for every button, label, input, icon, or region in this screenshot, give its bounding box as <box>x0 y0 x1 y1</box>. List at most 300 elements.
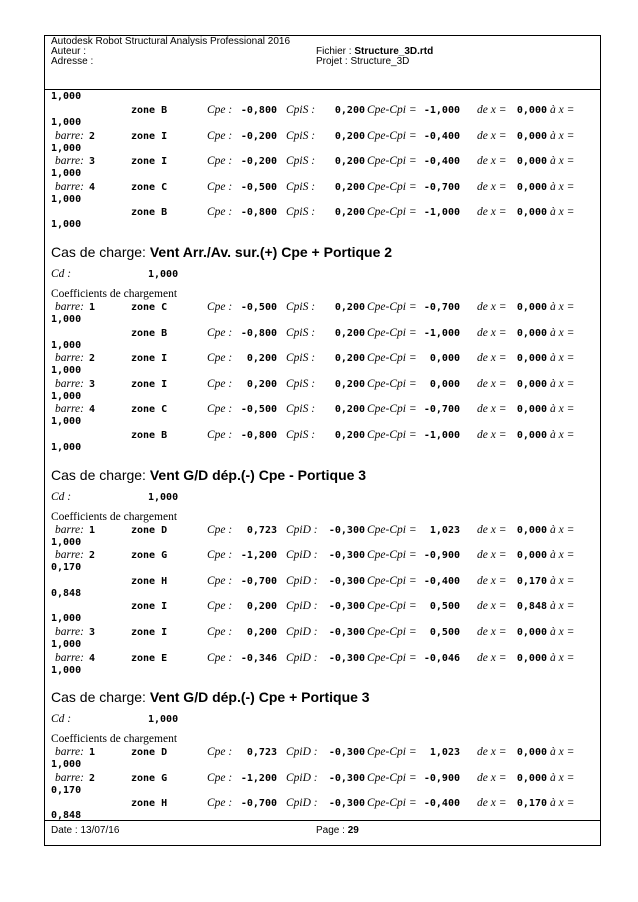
table-row <box>45 181 600 207</box>
cpe-cpi-label: Cpe-Cpi = <box>367 625 417 638</box>
barre-label: barre: <box>55 771 84 784</box>
cpe-value: -0,346 <box>240 652 277 664</box>
report-content <box>45 90 600 820</box>
cpi-label: CpiS : <box>286 206 316 219</box>
diff-value: -0,700 <box>423 181 460 193</box>
a-x-label: à x = <box>550 549 575 562</box>
cpe-cpi-label: Cpe-Cpi = <box>367 206 417 219</box>
de-x-label: de x = <box>477 300 507 313</box>
coefficients-heading: Coefficients de chargement <box>51 287 178 300</box>
zone-label: zone B <box>131 105 168 116</box>
diff-value: -0,400 <box>423 130 460 142</box>
diff-value: -1,000 <box>423 429 460 441</box>
de-x-value: 0,000 <box>516 181 547 193</box>
a-x-label: à x = <box>550 326 575 339</box>
cpi-label: CpiD : <box>286 746 318 759</box>
de-x-value: 0,000 <box>516 156 547 168</box>
footer-page <box>316 825 359 836</box>
de-x-value: 0,170 <box>516 798 547 810</box>
de-x-label: de x = <box>477 797 507 810</box>
cpe-label: Cpe : <box>207 523 233 536</box>
table-row <box>45 549 600 575</box>
a-x-label: à x = <box>550 129 575 142</box>
cpi-value: 0,200 <box>334 353 365 365</box>
table-row <box>45 403 600 429</box>
zone-label: zone I <box>131 130 168 142</box>
table-row <box>45 652 600 678</box>
cpe-cpi-label: Cpe-Cpi = <box>367 746 417 759</box>
cd-value: 1,000 <box>148 268 179 280</box>
diff-value: 0,000 <box>429 353 460 365</box>
cpi-label: CpiD : <box>286 625 318 638</box>
cd-row <box>45 710 600 732</box>
barre-label: barre: <box>55 746 84 759</box>
table-row <box>45 575 600 601</box>
diff-value: -1,000 <box>423 327 460 339</box>
diff-value: 1,023 <box>429 524 460 536</box>
cpe-value: 0,200 <box>246 378 277 390</box>
cpi-label: CpiS : <box>286 377 316 390</box>
table-row <box>45 104 600 130</box>
load-case-name: Vent G/D dép.(-) Cpe + Portique 3 <box>149 689 370 706</box>
cpi-value: 0,200 <box>334 207 365 219</box>
cpi-value: 0,200 <box>334 156 365 168</box>
barre-number: 3 <box>89 378 96 390</box>
cpi-value: -0,300 <box>328 652 365 664</box>
de-x-value: 0,848 <box>516 601 547 613</box>
cpe-cpi-label: Cpe-Cpi = <box>367 155 417 168</box>
diff-value: 0,000 <box>429 378 460 390</box>
de-x-label: de x = <box>477 651 507 664</box>
zone-label: zone H <box>131 575 168 587</box>
cpi-label: CpiS : <box>286 129 316 142</box>
cpe-value: -0,800 <box>240 327 277 339</box>
cpe-value: -1,200 <box>240 550 277 562</box>
table-row <box>45 746 600 772</box>
cpi-label: CpiD : <box>286 574 318 587</box>
barre-number: 4 <box>89 181 96 193</box>
cpe-label: Cpe : <box>207 771 233 784</box>
cpe-label: Cpe : <box>207 300 233 313</box>
software-name: Autodesk Robot Structural Analysis Professional 2016 <box>51 36 291 47</box>
zone-label: zone H <box>131 798 168 810</box>
de-x-label: de x = <box>477 549 507 562</box>
zone-label: zone D <box>131 747 168 759</box>
de-x-label: de x = <box>477 574 507 587</box>
cpi-label: CpiD : <box>286 797 318 810</box>
table-row <box>45 378 600 404</box>
de-x-label: de x = <box>477 600 507 613</box>
cpi-value: -0,300 <box>328 772 365 784</box>
a-x-value: 1,000 <box>51 219 82 231</box>
a-x-label: à x = <box>550 155 575 168</box>
de-x-label: de x = <box>477 771 507 784</box>
cpi-label: CpiD : <box>286 651 318 664</box>
diff-value: 0,500 <box>429 601 460 613</box>
cpi-value: 0,200 <box>334 105 365 116</box>
de-x-value: 0,000 <box>516 207 547 219</box>
de-x-label: de x = <box>477 129 507 142</box>
cpi-value: -0,300 <box>328 575 365 587</box>
cpe-value: -0,800 <box>240 207 277 219</box>
cpe-cpi-label: Cpe-Cpi = <box>367 300 417 313</box>
a-x-value: 1,000 <box>51 638 82 650</box>
load-case-name: Vent Arr./Av. sur.(+) Cpe + Portique 2 <box>149 243 393 260</box>
page-label: Page : <box>316 825 345 836</box>
cpe-cpi-label: Cpe-Cpi = <box>367 326 417 339</box>
project-label: Projet : <box>316 56 348 67</box>
diff-value: -0,900 <box>423 550 460 562</box>
continued-value: 1,000 <box>51 91 82 102</box>
a-x-value: 0,170 <box>51 784 82 796</box>
cpe-value: -0,200 <box>240 130 277 142</box>
table-row <box>45 772 600 798</box>
cpe-value: -0,700 <box>240 798 277 810</box>
diff-value: -0,400 <box>423 798 460 810</box>
de-x-value: 0,000 <box>516 378 547 390</box>
cpe-cpi-label: Cpe-Cpi = <box>367 797 417 810</box>
cpe-label: Cpe : <box>207 129 233 142</box>
table-row <box>45 797 600 820</box>
cpe-label: Cpe : <box>207 352 233 365</box>
de-x-label: de x = <box>477 403 507 416</box>
table-row <box>45 301 600 327</box>
cpi-value: -0,300 <box>328 798 365 810</box>
cpe-value: -0,200 <box>240 156 277 168</box>
barre-label: barre: <box>55 403 84 416</box>
de-x-label: de x = <box>477 155 507 168</box>
zone-label: zone C <box>131 181 168 193</box>
cpi-value: 0,200 <box>334 429 365 441</box>
cpe-cpi-label: Cpe-Cpi = <box>367 403 417 416</box>
a-x-value: 0,848 <box>51 587 82 599</box>
cpe-value: 0,723 <box>246 747 277 759</box>
barre-number: 1 <box>89 747 96 759</box>
a-x-value: 1,000 <box>51 441 82 453</box>
barre-number: 4 <box>89 652 96 664</box>
zone-label: zone G <box>131 550 168 562</box>
file-label: Fichier : <box>316 46 352 57</box>
barre-label: barre: <box>55 180 84 193</box>
cpe-label: Cpe : <box>207 625 233 638</box>
barre-label: barre: <box>55 651 84 664</box>
de-x-value: 0,000 <box>516 301 547 313</box>
de-x-value: 0,000 <box>516 652 547 664</box>
cd-label: Cd : <box>51 267 72 280</box>
zone-label: zone I <box>131 156 168 168</box>
diff-value: -0,700 <box>423 301 460 313</box>
diff-value: -0,400 <box>423 575 460 587</box>
a-x-label: à x = <box>550 651 575 664</box>
cpi-value: 0,200 <box>334 181 365 193</box>
cpe-label: Cpe : <box>207 549 233 562</box>
cpe-value: -0,500 <box>240 181 277 193</box>
barre-number: 4 <box>89 404 96 416</box>
barre-label: barre: <box>55 625 84 638</box>
a-x-value: 0,170 <box>51 562 82 574</box>
cpe-value: 0,200 <box>246 626 277 638</box>
cpe-value: 0,723 <box>246 524 277 536</box>
cpi-value: -0,300 <box>328 626 365 638</box>
cpi-value: -0,300 <box>328 524 365 536</box>
cpi-label: CpiS : <box>286 300 316 313</box>
cpi-label: CpiS : <box>286 104 316 116</box>
diff-value: 1,023 <box>429 747 460 759</box>
diff-value: -1,000 <box>423 105 460 116</box>
table-row <box>45 352 600 378</box>
a-x-value: 1,000 <box>51 759 82 771</box>
a-x-label: à x = <box>550 771 575 784</box>
page-frame <box>44 35 601 846</box>
de-x-value: 0,000 <box>516 524 547 536</box>
cpe-label: Cpe : <box>207 600 233 613</box>
de-x-label: de x = <box>477 206 507 219</box>
barre-number: 2 <box>89 353 96 365</box>
a-x-label: à x = <box>550 428 575 441</box>
load-case-title <box>45 238 600 265</box>
de-x-value: 0,000 <box>516 550 547 562</box>
de-x-value: 0,000 <box>516 429 547 441</box>
zone-label: zone I <box>131 601 168 613</box>
table-row <box>45 327 600 353</box>
a-x-label: à x = <box>550 104 575 116</box>
cpe-label: Cpe : <box>207 326 233 339</box>
a-x-label: à x = <box>550 180 575 193</box>
cpe-label: Cpe : <box>207 104 233 116</box>
barre-number: 1 <box>89 301 96 313</box>
cpe-cpi-label: Cpe-Cpi = <box>367 771 417 784</box>
a-x-value: 1,000 <box>51 365 82 377</box>
table-row <box>45 130 600 156</box>
barre-number: 1 <box>89 524 96 536</box>
page-footer <box>45 820 600 845</box>
de-x-label: de x = <box>477 352 507 365</box>
file-name: Structure_3D.rtd <box>354 46 434 57</box>
barre-label: barre: <box>55 129 84 142</box>
zone-label: zone I <box>131 626 168 638</box>
coefficients-heading: Coefficients de chargement <box>51 510 178 523</box>
de-x-label: de x = <box>477 428 507 441</box>
load-case-title <box>45 461 600 488</box>
barre-number: 2 <box>89 130 96 142</box>
cpi-label: CpiS : <box>286 155 316 168</box>
barre-number: 3 <box>89 626 96 638</box>
cpi-value: -0,300 <box>328 550 365 562</box>
a-x-value: 1,000 <box>51 339 82 351</box>
diff-value: -1,000 <box>423 207 460 219</box>
cd-row <box>45 488 600 510</box>
de-x-label: de x = <box>477 180 507 193</box>
table-row <box>45 206 600 232</box>
barre-number: 2 <box>89 550 96 562</box>
cpe-value: -1,200 <box>240 772 277 784</box>
project-line <box>316 57 433 67</box>
cpi-value: 0,200 <box>334 378 365 390</box>
cpi-value: 0,200 <box>334 130 365 142</box>
de-x-value: 0,000 <box>516 404 547 416</box>
a-x-value: 1,000 <box>51 416 82 428</box>
cpe-cpi-label: Cpe-Cpi = <box>367 352 417 365</box>
cpi-value: 0,200 <box>334 301 365 313</box>
load-case-label: Cas de charge: <box>51 689 150 706</box>
de-x-label: de x = <box>477 523 507 536</box>
cpi-value: 0,200 <box>334 404 365 416</box>
de-x-value: 0,000 <box>516 353 547 365</box>
cpe-cpi-label: Cpe-Cpi = <box>367 549 417 562</box>
zone-label: zone I <box>131 378 168 390</box>
cpe-cpi-label: Cpe-Cpi = <box>367 651 417 664</box>
cpe-cpi-label: Cpe-Cpi = <box>367 377 417 390</box>
a-x-label: à x = <box>550 300 575 313</box>
cpi-value: -0,300 <box>328 601 365 613</box>
a-x-value: 1,000 <box>51 313 82 325</box>
a-x-label: à x = <box>550 600 575 613</box>
a-x-label: à x = <box>550 625 575 638</box>
a-x-value: 1,000 <box>51 664 82 676</box>
continued-value-row <box>45 90 600 104</box>
de-x-label: de x = <box>477 377 507 390</box>
cpe-cpi-label: Cpe-Cpi = <box>367 523 417 536</box>
cpi-label: CpiD : <box>286 523 318 536</box>
zone-label: zone D <box>131 524 168 536</box>
a-x-value: 1,000 <box>51 536 82 548</box>
barre-number: 2 <box>89 772 96 784</box>
a-x-value: 1,000 <box>51 390 82 402</box>
cpi-label: CpiS : <box>286 352 316 365</box>
cpe-label: Cpe : <box>207 574 233 587</box>
cpe-value: -0,500 <box>240 404 277 416</box>
cpe-label: Cpe : <box>207 403 233 416</box>
de-x-value: 0,000 <box>516 747 547 759</box>
table-row <box>45 626 600 652</box>
cpi-value: -0,300 <box>328 747 365 759</box>
cpe-cpi-label: Cpe-Cpi = <box>367 129 417 142</box>
barre-label: barre: <box>55 155 84 168</box>
de-x-label: de x = <box>477 104 507 116</box>
cpe-cpi-label: Cpe-Cpi = <box>367 600 417 613</box>
zone-label: zone C <box>131 404 168 416</box>
de-x-value: 0,000 <box>516 626 547 638</box>
cpe-cpi-label: Cpe-Cpi = <box>367 428 417 441</box>
zone-label: zone B <box>131 429 168 441</box>
cpe-value: -0,800 <box>240 429 277 441</box>
cpi-label: CpiS : <box>286 428 316 441</box>
diff-value: -0,900 <box>423 772 460 784</box>
a-x-label: à x = <box>550 377 575 390</box>
diff-value: -0,046 <box>423 652 460 664</box>
cpe-label: Cpe : <box>207 428 233 441</box>
de-x-value: 0,000 <box>516 105 547 116</box>
load-case-label: Cas de charge: <box>51 243 150 260</box>
de-x-value: 0,000 <box>516 772 547 784</box>
diff-value: -0,700 <box>423 404 460 416</box>
de-x-label: de x = <box>477 746 507 759</box>
zone-label: zone E <box>131 652 168 664</box>
cd-value: 1,000 <box>148 491 179 503</box>
coefficients-heading: Coefficients de chargement <box>51 733 178 746</box>
cpe-cpi-label: Cpe-Cpi = <box>367 574 417 587</box>
barre-label: barre: <box>55 549 84 562</box>
cpe-label: Cpe : <box>207 651 233 664</box>
cpe-label: Cpe : <box>207 155 233 168</box>
a-x-label: à x = <box>550 352 575 365</box>
load-case-label: Cas de charge: <box>51 466 150 483</box>
a-x-value: 1,000 <box>51 168 82 180</box>
cpi-label: CpiS : <box>286 180 316 193</box>
cpe-label: Cpe : <box>207 180 233 193</box>
a-x-value: 1,000 <box>51 117 82 128</box>
cd-label: Cd : <box>51 490 72 503</box>
a-x-label: à x = <box>550 403 575 416</box>
a-x-label: à x = <box>550 797 575 810</box>
page-number: 29 <box>347 825 359 836</box>
table-row <box>45 429 600 455</box>
barre-label: barre: <box>55 377 84 390</box>
cpe-value: -0,800 <box>240 105 277 116</box>
a-x-label: à x = <box>550 523 575 536</box>
a-x-value: 1,000 <box>51 193 82 205</box>
barre-number: 3 <box>89 156 96 168</box>
table-row <box>45 524 600 550</box>
cpi-label: CpiS : <box>286 403 316 416</box>
footer-date: Date : 13/07/16 <box>51 825 120 836</box>
a-x-label: à x = <box>550 746 575 759</box>
cpi-label: CpiD : <box>286 549 318 562</box>
cpe-label: Cpe : <box>207 746 233 759</box>
cpi-value: 0,200 <box>334 327 365 339</box>
de-x-value: 0,170 <box>516 575 547 587</box>
cpe-label: Cpe : <box>207 797 233 810</box>
project-name: Structure_3D <box>350 56 410 67</box>
cd-row <box>45 265 600 287</box>
cpe-value: 0,200 <box>246 353 277 365</box>
zone-label: zone I <box>131 353 168 365</box>
zone-label: zone G <box>131 772 168 784</box>
barre-label: barre: <box>55 352 84 365</box>
a-x-value: 0,848 <box>51 810 82 820</box>
de-x-label: de x = <box>477 625 507 638</box>
zone-label: zone C <box>131 301 168 313</box>
a-x-label: à x = <box>550 574 575 587</box>
zone-label: zone B <box>131 207 168 219</box>
a-x-label: à x = <box>550 206 575 219</box>
page-header <box>45 36 600 90</box>
table-row <box>45 600 600 626</box>
cpe-label: Cpe : <box>207 377 233 390</box>
load-case-title <box>45 683 600 710</box>
table-row <box>45 155 600 181</box>
a-x-value: 1,000 <box>51 613 82 625</box>
address-label: Adresse : <box>51 56 94 67</box>
author-label: Auteur : <box>51 46 87 57</box>
cpi-label: CpiD : <box>286 600 318 613</box>
de-x-value: 0,000 <box>516 130 547 142</box>
cpi-label: CpiS : <box>286 326 316 339</box>
cpe-cpi-label: Cpe-Cpi = <box>367 180 417 193</box>
cpi-label: CpiD : <box>286 771 318 784</box>
diff-value: -0,400 <box>423 156 460 168</box>
de-x-value: 0,000 <box>516 327 547 339</box>
cd-label: Cd : <box>51 713 72 726</box>
barre-label: barre: <box>55 300 84 313</box>
zone-label: zone B <box>131 327 168 339</box>
cpe-label: Cpe : <box>207 206 233 219</box>
cpe-cpi-label: Cpe-Cpi = <box>367 104 417 116</box>
de-x-label: de x = <box>477 326 507 339</box>
load-case-name: Vent G/D dép.(-) Cpe - Portique 3 <box>149 466 367 483</box>
cpe-value: 0,200 <box>246 601 277 613</box>
cpe-value: -0,500 <box>240 301 277 313</box>
